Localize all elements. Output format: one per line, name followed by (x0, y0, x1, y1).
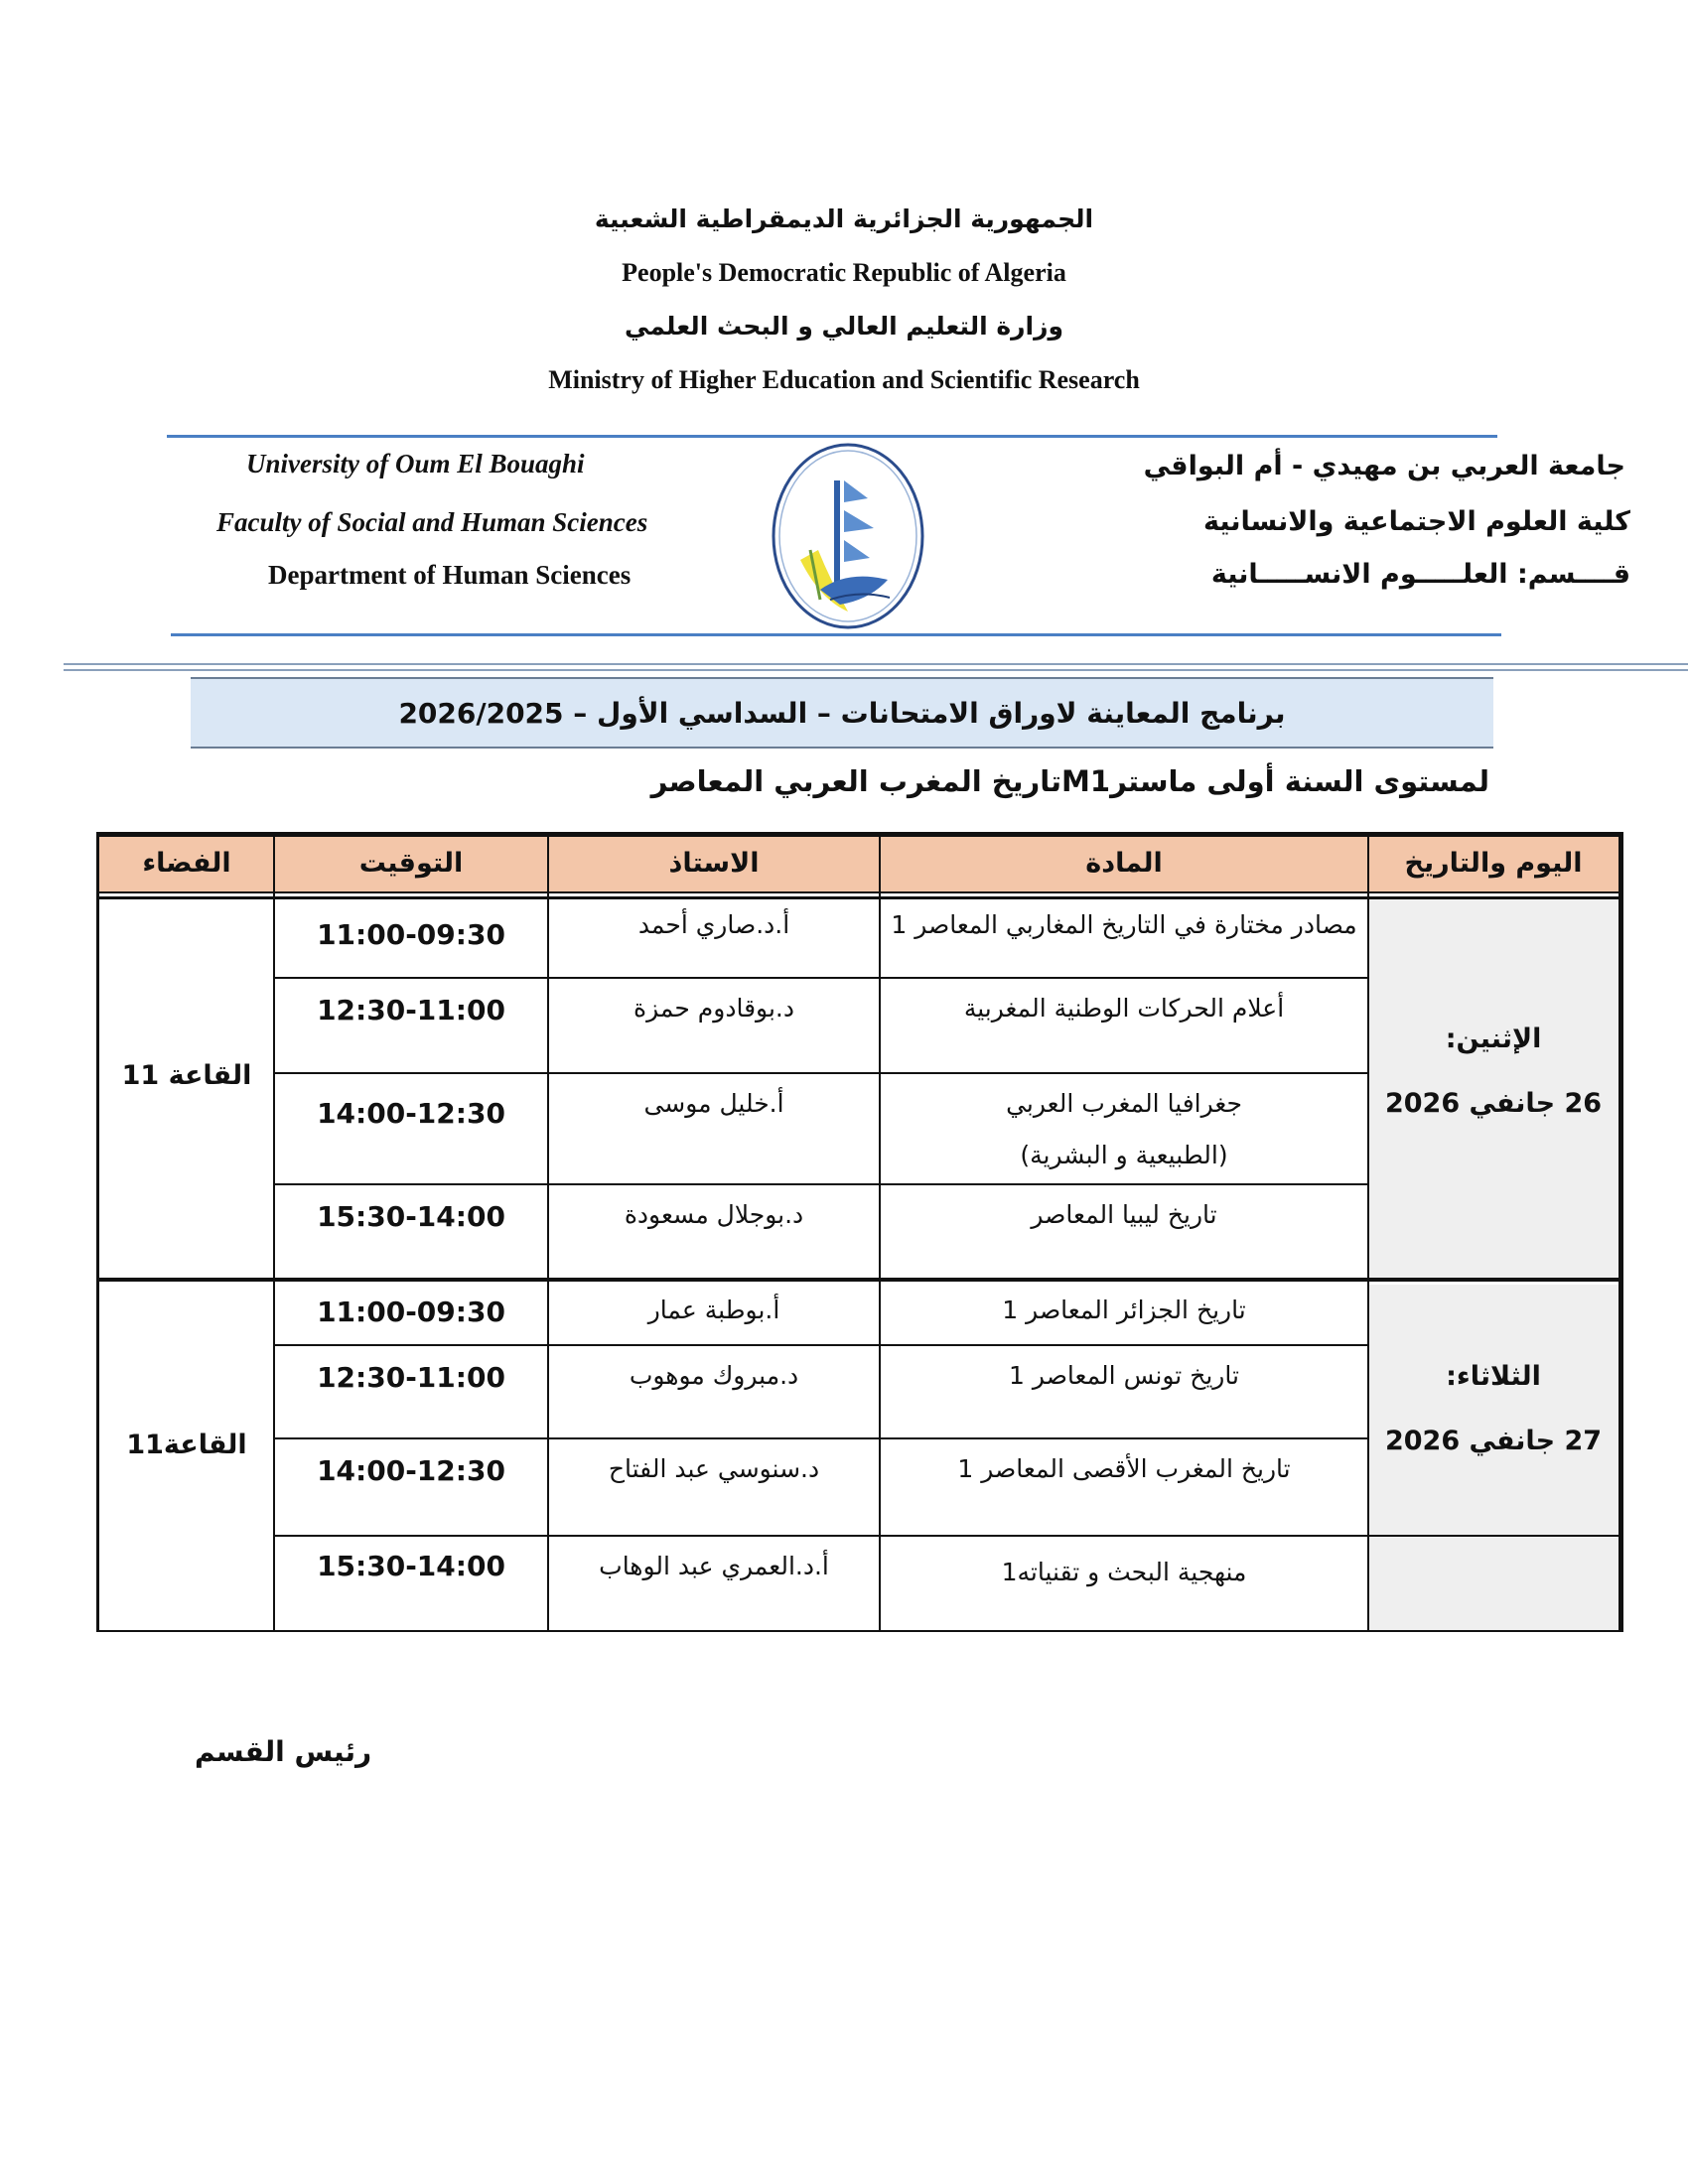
republic-title-en: People's Democratic Republic of Algeria (622, 258, 1066, 287)
time-cell: 12:30-11:00 (317, 993, 505, 1026)
exam-title: برنامج المعاينة لاوراق الامتحانات – السداسي الأول – 2026/2025 (398, 696, 1286, 730)
header-day: اليوم والتاريخ (1368, 836, 1618, 891)
time-cell: 14:00-12:30 (317, 1453, 505, 1487)
subject-cell: تاريخ الجزائر المعاصر 1 (1002, 1296, 1246, 1324)
time-cell: 12:30-11:00 (317, 1360, 505, 1394)
university-name-en: University of Oum El Bouaghi (246, 449, 585, 478)
republic-title-ar: الجمهورية الجزائرية الديمقراطية الشعبية (594, 205, 1094, 233)
grid-line (274, 977, 1368, 979)
grid-line (1367, 832, 1369, 1632)
university-name-ar: جامعة العربي بن مهيدي - أم البواقي (1143, 451, 1625, 481)
double-rule-2 (64, 669, 1688, 671)
middle-rule (171, 633, 1501, 636)
university-logo (771, 441, 925, 631)
grid-line (547, 832, 549, 1632)
header-time: التوقيت (274, 836, 548, 891)
faculty-name-en: Faculty of Social and Human Sciences (216, 507, 648, 537)
professor-cell: د.مبروك موهوب (629, 1361, 799, 1390)
subject-cell: أعلام الحركات الوطنية المغربية (963, 994, 1285, 1023)
faculty-name-ar: كلية العلوم الاجتماعية والانسانية (1202, 506, 1630, 537)
professor-cell: أ.د.العمري عبد الوهاب (599, 1552, 829, 1580)
time-cell: 14:00-12:30 (317, 1096, 505, 1130)
ministry-title-en: Ministry of Higher Education and Scientific Research (548, 365, 1140, 394)
professor-cell: د.سنوسي عبد الفتاح (608, 1454, 820, 1483)
header-room: الفضاء (99, 836, 274, 891)
grid-line (274, 1535, 1618, 1537)
subject-cell: تاريخ تونس المعاصر 1 (1009, 1361, 1239, 1390)
room-cell: القاعة 11 (121, 1060, 252, 1092)
ministry-title-ar: وزارة التعليم العالي و البحث العلمي (624, 312, 1064, 341)
subject-cell: تاريخ ليبيا المعاصر (1031, 1200, 1217, 1229)
subject-cell: منهجية البحث و تقنياته1 (1001, 1558, 1247, 1586)
professor-cell: د.بوجلال مسعودة (624, 1200, 804, 1229)
department-name-ar: قــــسم: العلـــــوم الانســـــانية (1210, 559, 1630, 590)
time-cell: 11:00-09:30 (317, 917, 505, 951)
department-head-signature: رئيس القسم (195, 1735, 372, 1768)
grid-line (274, 1437, 1368, 1439)
room-cell: القاعة11 (126, 1430, 247, 1461)
time-cell: 11:00-09:30 (317, 1295, 505, 1328)
grid-line (96, 896, 1623, 899)
subject-cell: جغرافيا المغرب العربي (1006, 1089, 1242, 1118)
grid-line (274, 1183, 1368, 1185)
grid-line (96, 1278, 1623, 1282)
day-label-monday (1368, 993, 1618, 1152)
grid-line (96, 891, 1623, 893)
grid-line (96, 832, 99, 1632)
grid-line (879, 832, 881, 1632)
subject-cell: تاريخ المغرب الأقصى المعاصر 1 (957, 1454, 1291, 1483)
grid-line (96, 832, 1623, 837)
grid-line (274, 1072, 1368, 1074)
professor-cell: أ.بوطبة عمار (647, 1296, 780, 1324)
grid-line (274, 1344, 1368, 1346)
level-subtitle: لمستوى السنة أولى ماسترM1تاريخ المغرب العربي المعاصر (650, 764, 1489, 798)
department-name-en: Department of Human Sciences (268, 560, 632, 590)
time-cell: 15:30-14:00 (317, 1549, 505, 1582)
top-rule (167, 435, 1497, 438)
day-name: الثلاثاء: (1446, 1361, 1541, 1393)
double-rule-1 (64, 663, 1688, 665)
exam-title-banner (191, 677, 1493, 749)
grid-line (1618, 832, 1623, 1632)
day-date: 27 جانفي 2026 (1384, 1426, 1603, 1456)
subject-cell-line2: (الطبيعية و البشرية) (1020, 1141, 1228, 1169)
professor-cell: د.بوقادوم حمزة (633, 994, 794, 1023)
day-label-tuesday (1368, 1330, 1618, 1489)
time-cell: 15:30-14:00 (317, 1199, 505, 1233)
day-date: 26 جانفي 2026 (1384, 1088, 1603, 1119)
professor-cell: أ.د.صاري أحمد (637, 910, 790, 939)
header-professor: الاستاذ (548, 836, 880, 891)
day-name: الإثنين: (1445, 1024, 1542, 1055)
grid-line (96, 1630, 1623, 1632)
professor-cell: أ.خليل موسى (643, 1089, 784, 1118)
grid-line (273, 832, 275, 1632)
subject-cell: مصادر مختارة في التاريخ المغاربي المعاصر 1 (891, 910, 1357, 939)
header-subject: المادة (880, 836, 1368, 891)
